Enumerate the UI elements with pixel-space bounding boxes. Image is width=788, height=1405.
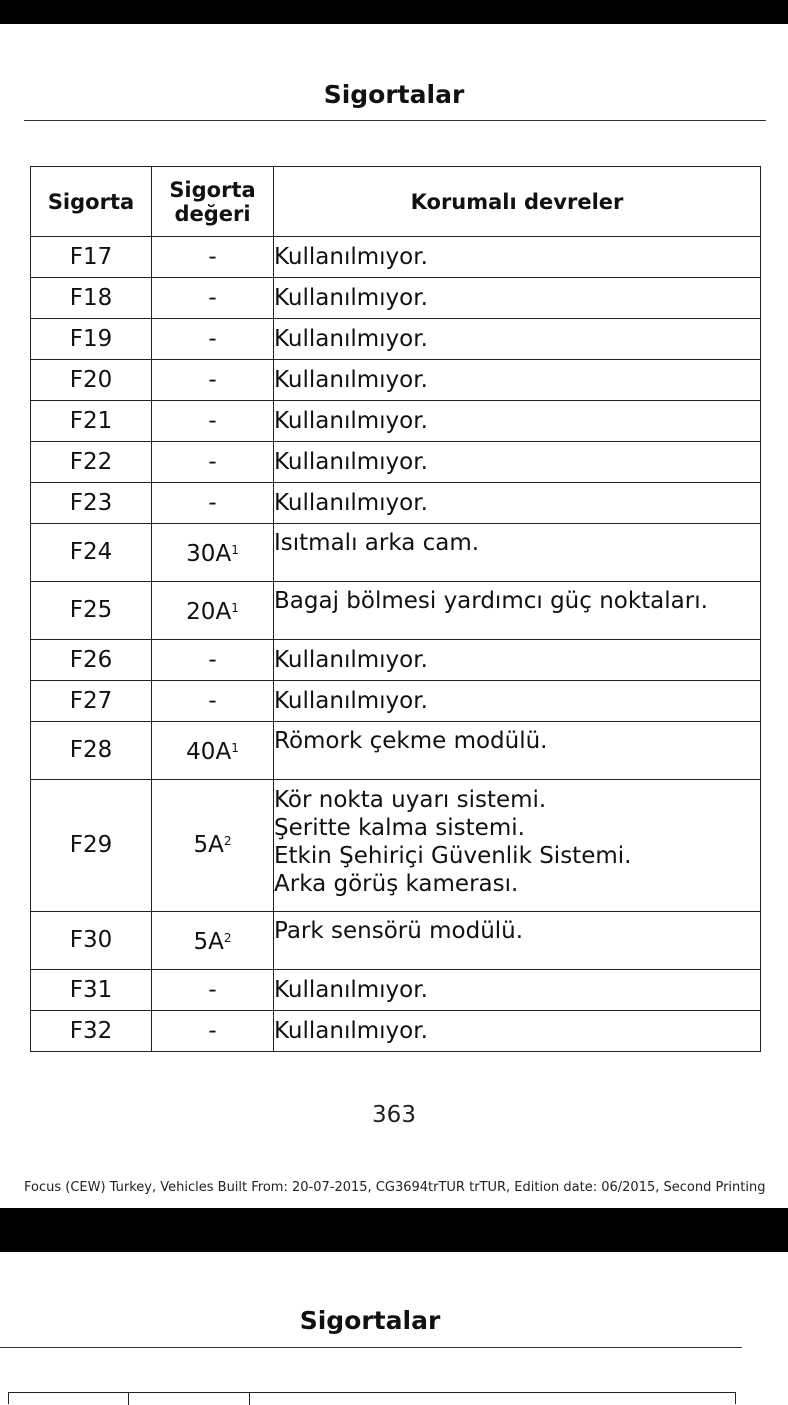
table-row — [31, 237, 761, 278]
fuse-value-cell — [152, 401, 274, 442]
fuse-value: - — [208, 407, 217, 434]
fuse-value-cell — [152, 970, 274, 1011]
circuit-description: Bagaj bölmesi yardımcı güç noktaları. — [274, 588, 708, 614]
circuit-description: Kullanılmıyor. — [274, 646, 428, 673]
table-row — [31, 780, 761, 912]
fuse-value-cell — [152, 681, 274, 722]
circuit-description: Isıtmalı arka cam. — [274, 530, 480, 556]
circuit-description: Etkin Şehiriçi Güvenlik Sistemi. — [274, 843, 632, 869]
protected-circuits-cell — [274, 319, 761, 360]
header-fuse-value-label: Sigorta değeri — [169, 177, 256, 226]
fuse-id-cell: F24 — [31, 524, 152, 582]
fuse-value: - — [208, 366, 217, 393]
footnote-marker: 1 — [231, 741, 239, 755]
fuse-value-cell — [152, 483, 274, 524]
circuit-description: Kullanılmıyor. — [274, 976, 428, 1003]
fuse-value-cell — [152, 319, 274, 360]
fuse-value-cell — [152, 524, 274, 582]
table-row — [31, 681, 761, 722]
top-bar — [0, 0, 788, 24]
next-page-title: Sigortalar — [299, 1306, 441, 1335]
table-header-row — [31, 167, 761, 237]
protected-circuits-cell — [274, 780, 761, 912]
circuit-description: Park sensörü modülü. — [274, 918, 524, 944]
table-row — [31, 278, 761, 319]
fuse-value-cell — [152, 582, 274, 640]
protected-circuits-cell — [274, 1011, 761, 1052]
circuit-description: Kullanılmıyor. — [274, 284, 428, 311]
table-row — [31, 483, 761, 524]
next-page-table-top — [8, 1392, 736, 1404]
fuse-value-cell — [152, 237, 274, 278]
fuse-id-cell: F32 — [31, 1011, 152, 1052]
fuse-id-cell: F22 — [31, 442, 152, 483]
next-page-title-rule — [0, 1347, 742, 1348]
fuse-id-cell: F17 — [31, 237, 152, 278]
table-row — [31, 912, 761, 970]
fuse-value: - — [208, 976, 217, 1003]
protected-circuits-cell — [274, 360, 761, 401]
protected-circuits-cell — [274, 483, 761, 524]
fuse-id-cell: F20 — [31, 360, 152, 401]
protected-circuits-cell — [274, 681, 761, 722]
fuse-value-cell — [152, 722, 274, 780]
fuse-value: - — [208, 243, 217, 270]
protected-circuits-cell — [274, 524, 761, 582]
protected-circuits-cell — [274, 722, 761, 780]
page-number: 363 — [372, 1102, 416, 1128]
header-protected-circuits — [274, 167, 761, 237]
protected-circuits-cell — [274, 401, 761, 442]
header-fuse — [31, 167, 152, 237]
table-row — [31, 722, 761, 780]
title-rule — [24, 120, 766, 121]
circuit-description: Kullanılmıyor. — [274, 325, 428, 352]
fuse-value: - — [208, 284, 217, 311]
fuse-id-cell: F25 — [31, 582, 152, 640]
circuit-description: Kullanılmıyor. — [274, 1017, 428, 1044]
table-row — [31, 360, 761, 401]
fuse-value: - — [208, 325, 217, 352]
header-fuse-label: Sigorta — [47, 189, 135, 214]
fuse-value: 20A — [186, 599, 232, 625]
fuse-value-cell — [152, 442, 274, 483]
table-row — [31, 442, 761, 483]
protected-circuits-cell — [274, 970, 761, 1011]
header-protected-circuits-label: Korumalı devreler — [410, 189, 624, 214]
circuit-description: Kullanılmıyor. — [274, 687, 428, 714]
circuit-description: Römork çekme modülü. — [274, 728, 548, 754]
table-row — [31, 970, 761, 1011]
table-row — [31, 524, 761, 582]
table-row — [31, 582, 761, 640]
fuse-id-cell: F18 — [31, 278, 152, 319]
table-row — [31, 319, 761, 360]
fuse-value: 5A — [193, 929, 224, 955]
fuse-id-cell: F23 — [31, 483, 152, 524]
fuse-id-cell: F29 — [31, 780, 152, 912]
circuit-description: Arka görüş kamerası. — [274, 871, 519, 897]
fuse-value-cell — [152, 912, 274, 970]
footnote-marker: 1 — [231, 543, 239, 557]
header-fuse-value — [152, 167, 274, 237]
protected-circuits-cell — [274, 582, 761, 640]
circuit-description: Kullanılmıyor. — [274, 489, 428, 516]
fuse-value-cell — [152, 640, 274, 681]
fuse-value: 30A — [186, 541, 232, 567]
table-row — [31, 1011, 761, 1052]
fuse-id-cell: F30 — [31, 912, 152, 970]
circuit-description: Kör nokta uyarı sistemi. — [274, 787, 547, 813]
circuit-description: Şeritte kalma sistemi. — [274, 815, 525, 841]
fuse-id-cell: F21 — [31, 401, 152, 442]
page-title: Sigortalar — [323, 80, 465, 109]
fuse-id-cell: F27 — [31, 681, 152, 722]
footnote-marker: 1 — [231, 601, 239, 615]
circuit-description: Kullanılmıyor. — [274, 366, 428, 393]
fuse-id-cell: F26 — [31, 640, 152, 681]
protected-circuits-cell — [274, 912, 761, 970]
table-row — [31, 401, 761, 442]
circuit-description: Kullanılmıyor. — [274, 243, 428, 270]
page-separator-bar — [0, 1208, 788, 1252]
table-row — [31, 640, 761, 681]
fuse-id-cell: F28 — [31, 722, 152, 780]
fuse-value: - — [208, 489, 217, 516]
fuse-value-cell — [152, 1011, 274, 1052]
circuit-description: Kullanılmıyor. — [274, 448, 428, 475]
protected-circuits-cell — [274, 442, 761, 483]
fuse-id-cell: F19 — [31, 319, 152, 360]
fuse-table — [30, 166, 761, 1052]
fuse-value: - — [208, 687, 217, 714]
footnote-marker: 2 — [223, 834, 232, 848]
protected-circuits-cell — [274, 237, 761, 278]
fuse-value: 40A — [186, 739, 232, 765]
fuse-value-cell — [152, 780, 274, 912]
fuse-id-cell: F31 — [31, 970, 152, 1011]
circuit-description: Kullanılmıyor. — [274, 407, 428, 434]
protected-circuits-cell — [274, 640, 761, 681]
footer-text: Focus (CEW) Turkey, Vehicles Built From: 20-07-2015, CG3694trTUR trTUR, Edition date: 06/2015, Second Printing — [24, 1180, 766, 1195]
fuse-value: - — [208, 1017, 217, 1044]
protected-circuits-cell — [274, 278, 761, 319]
fuse-value: - — [208, 448, 217, 475]
fuse-value-cell — [152, 360, 274, 401]
fuse-value: 5A — [193, 832, 224, 858]
footnote-marker: 2 — [223, 931, 232, 945]
fuse-value: - — [208, 646, 217, 673]
fuse-value-cell — [152, 278, 274, 319]
